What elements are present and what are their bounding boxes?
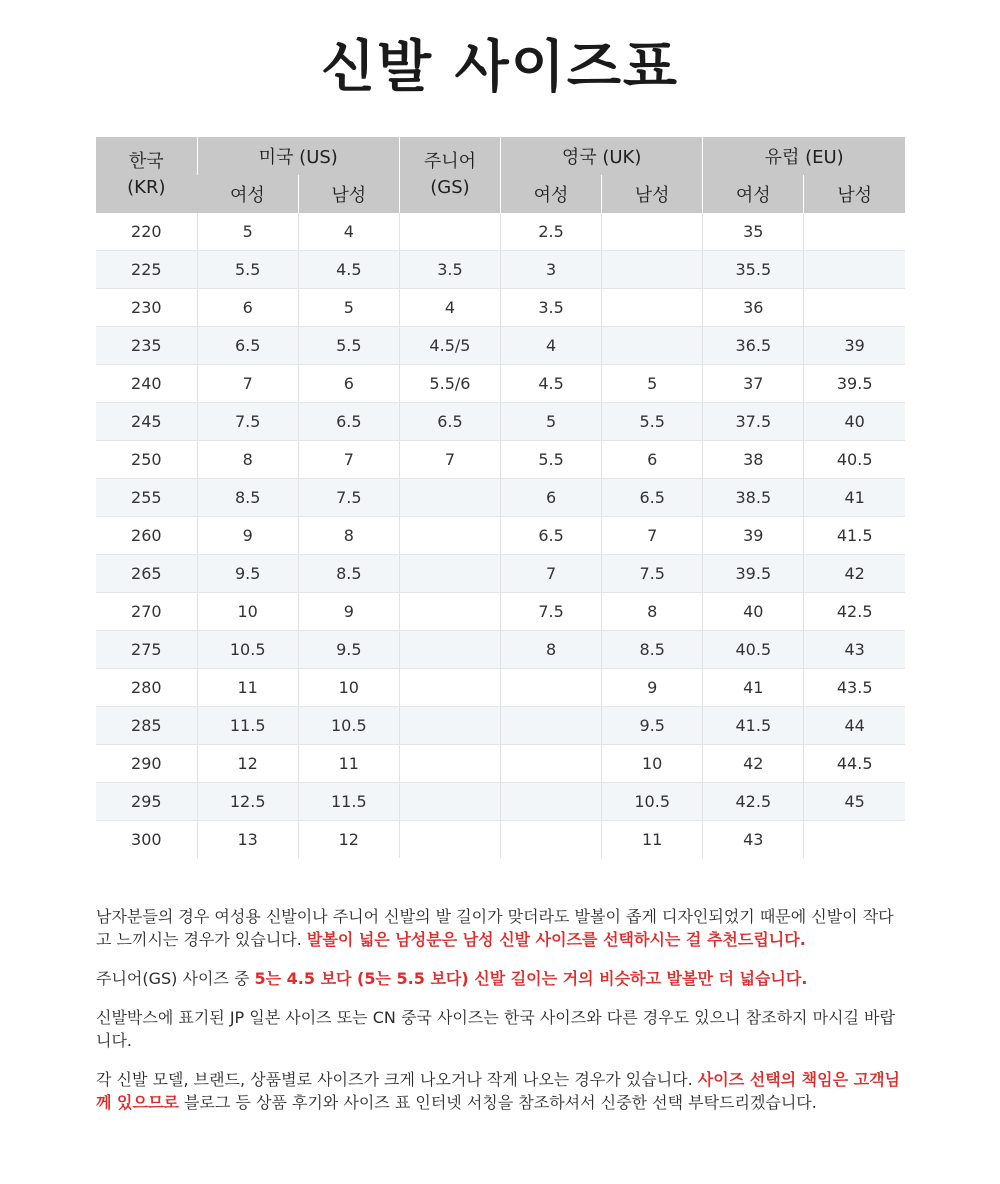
cell-gs: 5.5/6: [399, 365, 500, 403]
cell-uk-men: 5.5: [602, 403, 703, 441]
cell-kr: 235: [96, 327, 197, 365]
cell-kr: 225: [96, 251, 197, 289]
cell-kr: 230: [96, 289, 197, 327]
cell-us-men: 5.5: [298, 327, 399, 365]
cell-eu-men: 44: [804, 707, 905, 745]
header-us-men: 남성: [298, 175, 399, 213]
cell-gs: 4.5/5: [399, 327, 500, 365]
cell-us-men: 11.5: [298, 783, 399, 821]
cell-uk-men: [602, 213, 703, 251]
cell-gs: [399, 745, 500, 783]
cell-eu-men: 42.5: [804, 593, 905, 631]
cell-kr: 275: [96, 631, 197, 669]
note-text: 블로그 등 상품 후기와 사이즈 표 인터넷 서칭을 참조하셔서 신중한 선택 부탁드리겠습니다.: [178, 1093, 817, 1112]
header-us-women: 여성: [197, 175, 298, 213]
note-text: 주니어(GS) 사이즈 중: [96, 969, 255, 988]
cell-kr: 245: [96, 403, 197, 441]
cell-us-men: 10.5: [298, 707, 399, 745]
table-row: [96, 555, 905, 593]
note-text: 신발박스에 표기된 JP 일본 사이즈 또는 CN 중국 사이즈는 한국 사이즈와 다른 경우도 있으니 참조하지 마시길 바랍니다.: [96, 1008, 895, 1050]
cell-us-men: 10: [298, 669, 399, 707]
cell-uk-men: 6.5: [602, 479, 703, 517]
cell-us-men: 5: [298, 289, 399, 327]
note-highlight: 발볼이 넓은 남성분은 남성 신발 사이즈를 선택하시는 걸 추천드립니다.: [306, 930, 806, 949]
cell-uk-men: [602, 327, 703, 365]
cell-eu-men: [804, 821, 905, 859]
cell-kr: 220: [96, 213, 197, 251]
note-responsibility: [96, 1068, 908, 1114]
table-row: [96, 707, 905, 745]
cell-eu-men: [804, 251, 905, 289]
cell-gs: 7: [399, 441, 500, 479]
table-row: [96, 593, 905, 631]
cell-uk-men: 5: [602, 365, 703, 403]
cell-uk-men: 9.5: [602, 707, 703, 745]
table-row: [96, 327, 905, 365]
header-eu-women: 여성: [703, 175, 804, 213]
cell-us-men: 11: [298, 745, 399, 783]
cell-eu-men: 39: [804, 327, 905, 365]
note-highlight: 사이즈 선택의 책임은 고객님께 있으므로: [96, 1070, 900, 1112]
cell-gs: [399, 213, 500, 251]
size-chart-table: [96, 137, 905, 858]
header-uk: 영국 (UK): [501, 137, 703, 175]
cell-gs: [399, 707, 500, 745]
cell-us-men: 12: [298, 821, 399, 859]
cell-eu-women: 36: [703, 289, 804, 327]
note-wide-feet: [96, 905, 908, 951]
cell-eu-men: 45: [804, 783, 905, 821]
cell-uk-women: 5.5: [501, 441, 602, 479]
table-row: [96, 441, 905, 479]
cell-us-women: 9.5: [197, 555, 298, 593]
cell-eu-women: 41.5: [703, 707, 804, 745]
cell-gs: 3.5: [399, 251, 500, 289]
cell-uk-women: 2.5: [501, 213, 602, 251]
cell-us-women: 6.5: [197, 327, 298, 365]
cell-uk-men: 7: [602, 517, 703, 555]
cell-uk-women: 5: [501, 403, 602, 441]
table-row: [96, 631, 905, 669]
note-jp-cn-sizes: [96, 1006, 908, 1052]
cell-us-women: 11.5: [197, 707, 298, 745]
cell-eu-women: 36.5: [703, 327, 804, 365]
cell-eu-men: [804, 289, 905, 327]
header-uk-men: 남성: [602, 175, 703, 213]
cell-eu-women: 35: [703, 213, 804, 251]
cell-eu-women: 37: [703, 365, 804, 403]
cell-kr: 250: [96, 441, 197, 479]
cell-uk-women: 7.5: [501, 593, 602, 631]
cell-eu-men: 41: [804, 479, 905, 517]
cell-eu-men: 42: [804, 555, 905, 593]
header-gs: 주니어 (GS): [399, 137, 500, 213]
cell-us-men: 9: [298, 593, 399, 631]
cell-uk-women: [501, 669, 602, 707]
cell-us-men: 4: [298, 213, 399, 251]
table-row: [96, 251, 905, 289]
cell-us-men: 8: [298, 517, 399, 555]
cell-eu-women: 42.5: [703, 783, 804, 821]
cell-eu-women: 40: [703, 593, 804, 631]
cell-uk-men: 8: [602, 593, 703, 631]
note-text: 남자분들의 경우 여성용 신발이나 주니어 신발의 발 길이가 맞더라도 발볼이 좁게 디자인되었기 때문에 신발이 작다고 느끼시는 경우가 있습니다.: [96, 907, 894, 949]
header-eu: 유럽 (EU): [703, 137, 905, 175]
cell-kr: 290: [96, 745, 197, 783]
cell-us-men: 4.5: [298, 251, 399, 289]
cell-us-men: 8.5: [298, 555, 399, 593]
cell-kr: 285: [96, 707, 197, 745]
cell-us-women: 8: [197, 441, 298, 479]
cell-uk-men: 10: [602, 745, 703, 783]
cell-eu-men: 43: [804, 631, 905, 669]
cell-eu-men: [804, 213, 905, 251]
cell-uk-men: 10.5: [602, 783, 703, 821]
cell-eu-men: 44.5: [804, 745, 905, 783]
cell-us-men: 7.5: [298, 479, 399, 517]
cell-us-men: 7: [298, 441, 399, 479]
cell-gs: [399, 555, 500, 593]
page-title: 신발 사이즈표: [320, 35, 680, 100]
header-kr: 한국 (KR): [96, 137, 197, 213]
cell-uk-men: [602, 251, 703, 289]
header-uk-women: 여성: [501, 175, 602, 213]
cell-uk-women: 3.5: [501, 289, 602, 327]
cell-kr: 255: [96, 479, 197, 517]
note-highlight: 5는 4.5 보다 (5는 5.5 보다) 신발 길이는 거의 비슷하고 발볼만 더 넓습니다.: [254, 969, 808, 988]
table-row: [96, 783, 905, 821]
cell-us-men: 9.5: [298, 631, 399, 669]
cell-uk-women: 6.5: [501, 517, 602, 555]
cell-gs: [399, 479, 500, 517]
cell-us-women: 7.5: [197, 403, 298, 441]
cell-eu-women: 43: [703, 821, 804, 859]
cell-us-women: 5: [197, 213, 298, 251]
cell-eu-men: 40.5: [804, 441, 905, 479]
cell-eu-women: 35.5: [703, 251, 804, 289]
table-row: [96, 669, 905, 707]
cell-kr: 260: [96, 517, 197, 555]
cell-eu-women: 41: [703, 669, 804, 707]
cell-us-women: 10: [197, 593, 298, 631]
cell-eu-men: 40: [804, 403, 905, 441]
table-row: [96, 365, 905, 403]
cell-us-women: 9: [197, 517, 298, 555]
cell-kr: 270: [96, 593, 197, 631]
cell-gs: 4: [399, 289, 500, 327]
cell-uk-women: 4.5: [501, 365, 602, 403]
cell-us-women: 5.5: [197, 251, 298, 289]
cell-us-women: 8.5: [197, 479, 298, 517]
table-row: [96, 403, 905, 441]
cell-gs: [399, 669, 500, 707]
cell-uk-women: [501, 707, 602, 745]
cell-uk-women: 6: [501, 479, 602, 517]
cell-uk-men: [602, 289, 703, 327]
cell-gs: [399, 517, 500, 555]
cell-us-women: 7: [197, 365, 298, 403]
cell-uk-men: 9: [602, 669, 703, 707]
cell-kr: 240: [96, 365, 197, 403]
table-row: [96, 213, 905, 251]
cell-kr: 265: [96, 555, 197, 593]
cell-gs: 6.5: [399, 403, 500, 441]
cell-eu-men: 43.5: [804, 669, 905, 707]
cell-us-men: 6: [298, 365, 399, 403]
cell-eu-men: 41.5: [804, 517, 905, 555]
cell-uk-men: 6: [602, 441, 703, 479]
header-eu-men: 남성: [804, 175, 905, 213]
cell-gs: [399, 821, 500, 859]
cell-gs: [399, 631, 500, 669]
cell-uk-women: [501, 821, 602, 859]
notes: [96, 905, 908, 1130]
table-row: [96, 479, 905, 517]
table-row: [96, 821, 905, 859]
cell-us-women: 11: [197, 669, 298, 707]
cell-kr: 300: [131, 830, 162, 849]
size-rows: [96, 213, 905, 858]
header-us: 미국 (US): [197, 137, 399, 175]
cell-eu-women: 42: [703, 745, 804, 783]
cell-eu-women: 38: [703, 441, 804, 479]
cell-uk-women: 7: [501, 555, 602, 593]
cell-uk-men: 11: [602, 821, 703, 859]
cell-kr: 295: [96, 783, 197, 821]
cell-uk-women: [501, 745, 602, 783]
cell-us-women: 13: [197, 821, 298, 859]
table-row: [96, 745, 905, 783]
cell-uk-women: 3: [501, 251, 602, 289]
cell-us-men: 6.5: [298, 403, 399, 441]
cell-uk-men: 8.5: [602, 631, 703, 669]
cell-uk-women: 4: [501, 327, 602, 365]
note-text: 각 신발 모델, 브랜드, 상품별로 사이즈가 크게 나오거나 작게 나오는 경우가 있습니다.: [96, 1070, 698, 1089]
cell-us-women: 10.5: [197, 631, 298, 669]
cell-kr: 280: [96, 669, 197, 707]
cell-us-women: 6: [197, 289, 298, 327]
cell-uk-women: 8: [501, 631, 602, 669]
table-row: [96, 517, 905, 555]
cell-us-women: 12.5: [197, 783, 298, 821]
cell-uk-women: [501, 783, 602, 821]
cell-us-women: 12: [197, 745, 298, 783]
cell-eu-women: 37.5: [703, 403, 804, 441]
cell-eu-men: 39.5: [804, 365, 905, 403]
cell-eu-women: 39.5: [703, 555, 804, 593]
note-junior-sizes: [96, 967, 908, 990]
cell-gs: [399, 593, 500, 631]
table-row: [96, 289, 905, 327]
cell-eu-women: 40.5: [703, 631, 804, 669]
cell-eu-women: 38.5: [703, 479, 804, 517]
cell-eu-women: 39: [703, 517, 804, 555]
cell-gs: [399, 783, 500, 821]
cell-uk-men: 7.5: [602, 555, 703, 593]
